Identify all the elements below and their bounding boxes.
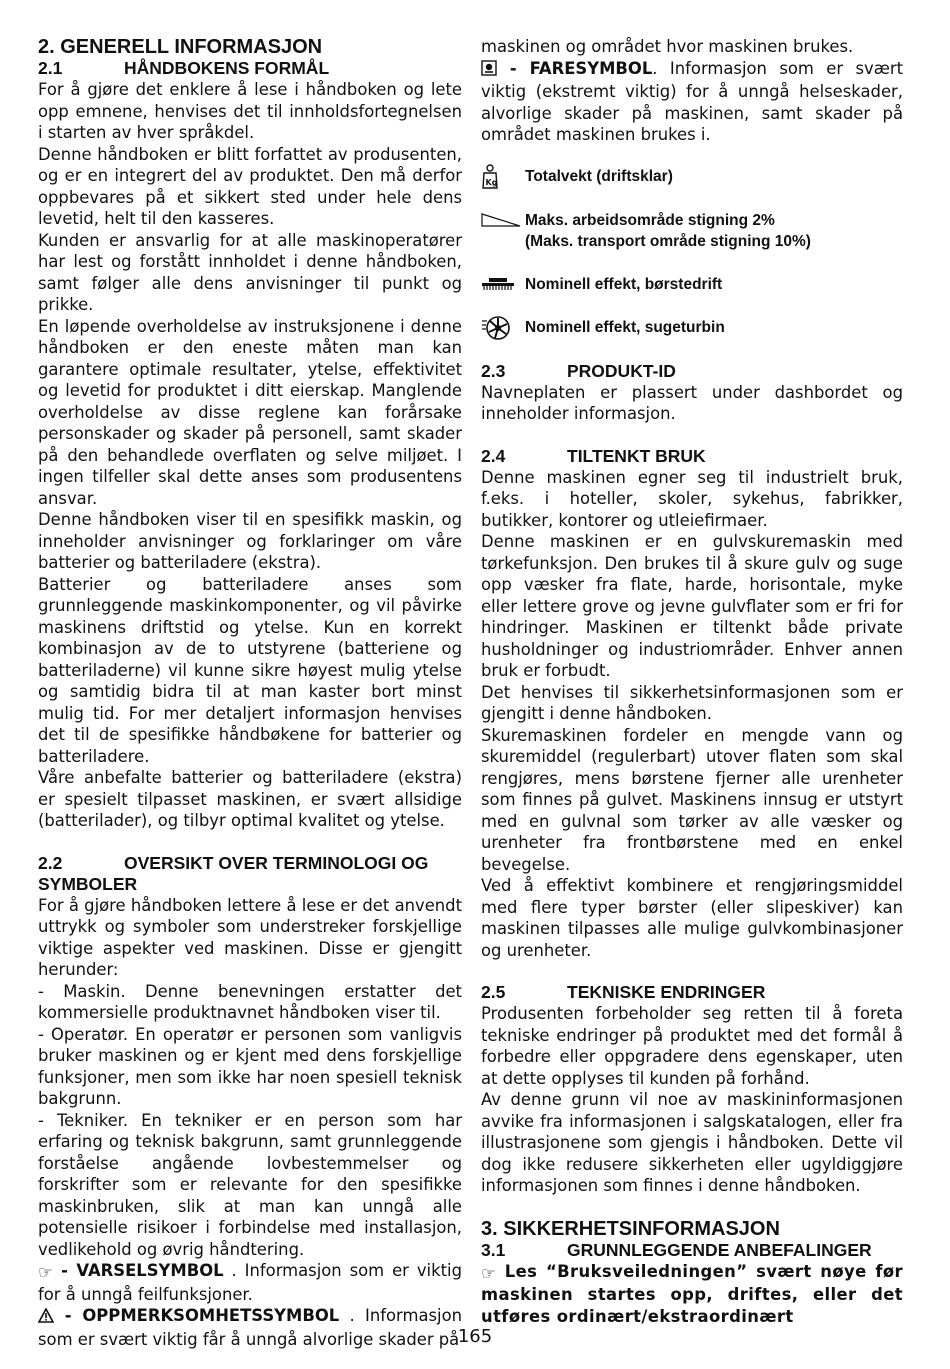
paragraph: Batterier og batteriladere anses som grunnleggende maskinkomponenter, og vil påvirke maskinens driftstid og ytelse. Kun en korrekt kombinasjon av de to utstyrene (batteriene og batteriladerne) vil kunne sikre høyest mulig ytelse og samtidig bidra til at man kaster bort minst mulig tid. For mer detaljert informasjon henvises det til de spesifikke håndbøkene for batterier og batteriladere. bbox=[38, 574, 462, 766]
attention-label: - OPPMERKSOMHETSSYMBOL bbox=[54, 1306, 340, 1325]
symbol-brush-label: Nominell effekt, børstedrift bbox=[525, 275, 723, 293]
danger-symbol-paragraph bbox=[481, 58, 903, 146]
section-title-3: 3. SIKKERHETSINFORMASJON bbox=[481, 1217, 780, 1240]
heading-text: PRODUKT-ID bbox=[567, 360, 676, 381]
paragraph: Av denne grunn vil noe av maskininformasjonen avvike fra informasjonen i salgskatalogen, eller fra illustrasjonene som gjengis i håndboken. Dette vil dog ikke redusere sikkerheten eller ugyldiggjøre informasjonen som finnes i denne håndboken. bbox=[481, 1090, 903, 1195]
heading-text: OVERSIKT OVER TERMINOLOGI OG SYMBOLER bbox=[38, 852, 429, 894]
symbol-brush bbox=[481, 274, 903, 295]
brush-icon bbox=[481, 277, 525, 291]
paragraph: For å gjøre det enklere å lese i håndboken og lete opp emnene, henvises det til innholdsfortegnelsen i starten av hver språkdel. bbox=[38, 80, 462, 142]
left-column bbox=[38, 36, 462, 1350]
heading-number: 2.2 bbox=[38, 852, 63, 873]
heading-text: TEKNISKE ENDRINGER bbox=[567, 982, 766, 1002]
symbol-fan-label: Nominell effekt, sugeturbin bbox=[525, 319, 725, 336]
symbol-weight-label: Totalvekt (driftsklar) bbox=[525, 168, 673, 185]
paragraph: Denne maskinen er en gulvskuremaskin med tørkefunksjon. Den brukes til å skure gulv og suge opp væsker fra flate, harde, horisontale, myke eller lettere grove og jevne gulvflater som er fri for hindringer. Maskinen er tiltenkt både private husholdninger og industriområder. Enhver annen bruk er forbudt. bbox=[481, 532, 903, 680]
right-column bbox=[481, 36, 903, 1327]
heading-2-2 bbox=[38, 853, 462, 895]
heading-2-3 bbox=[481, 361, 903, 382]
attention-text: . Informasjon som er svært viktig får å unngå alvorlige skader på bbox=[38, 1306, 463, 1349]
heading-number: 2.1 bbox=[38, 58, 63, 78]
heading-2-5 bbox=[481, 982, 903, 1003]
paragraph-continuation: maskinen og området hvor maskinen brukes. bbox=[481, 37, 854, 56]
pointing-hand-icon: ☞ bbox=[481, 1263, 497, 1283]
warning-label: - VARSELSYMBOL bbox=[52, 1261, 224, 1280]
heading-text: GRUNNLEGGENDE ANBEFALINGER bbox=[567, 1239, 872, 1260]
symbol-slope bbox=[481, 210, 903, 231]
instruction-text: Les “Bruksveiledningen” svært nøye før maskinen startes opp, driftes, eller det utføres ordinært/ekstraordinært bbox=[481, 1261, 903, 1326]
warning-symbol-paragraph bbox=[38, 1260, 462, 1305]
warning-text: . Informasjon som er viktig for å unngå feilfunksjoner. bbox=[38, 1261, 462, 1304]
heading-number: 3.1 bbox=[481, 1239, 506, 1260]
symbol-fan bbox=[481, 315, 903, 341]
symbol-slope-transport-label: (Maks. transport område stigning 10%) bbox=[525, 232, 811, 250]
fan-icon bbox=[481, 315, 525, 341]
page-number: 165 bbox=[457, 1326, 493, 1347]
heading-2-4 bbox=[481, 446, 903, 467]
danger-icon bbox=[481, 60, 497, 82]
pointing-hand-icon: ☞ bbox=[38, 1263, 53, 1282]
section-title: 2. GENERELL INFORMASJON bbox=[38, 36, 323, 58]
paragraph: - Tekniker. En tekniker er en person som har erfaring og teknisk bakgrunn, samt grunnleggende forståelse angående lovbestemmelser og forskrifter som er relevante for den spesifikke maskinbruken, slik at man kan unngå alle potensielle risikoer i forbindelse med installasjon, vedlikehold og øvrig håndtering. bbox=[38, 1110, 462, 1259]
paragraph: En løpende overholdelse av instruksjonene i denne håndboken er den eneste måten man kan garantere optimale resultater, ytelse, effektivitet og levetid for produktet i ditt eierskap. Manglende overholdelse av disse reglene kan forårsake personskader og skader på personell, samt skader på den behandlede overflaten og selve miljøet. I ingen tilfeller skal dette anses som produsentens ansvar. bbox=[38, 316, 462, 508]
slope-icon bbox=[481, 212, 525, 228]
symbol-slope-label: Maks. arbeidsområde stigning 2% bbox=[525, 211, 775, 229]
paragraph: Denne håndboken viser til en spesifikk maskin, og inneholder anvisninger og forklaringer om våre batterier og batteriladere (ekstra). bbox=[38, 510, 462, 572]
paragraph: Våre anbefalte batterier og batteriladere (ekstra) er spesielt tilpasset maskinen, er svært allsidige (batterilader), og tilbyr optimal kvalitet og ytelse. bbox=[38, 768, 462, 830]
weight-icon bbox=[481, 164, 525, 190]
paragraph: For å gjøre håndboken lettere å lese er det anvendt uttrykk og symboler som understreker forskjellige viktige aspekter ved maskinen. Disse er gjengitt herunder: bbox=[38, 895, 462, 979]
heading-text: TILTENKT BRUK bbox=[567, 445, 706, 466]
symbol-slope-transport bbox=[481, 231, 903, 252]
paragraph: Ved å effektivt kombinere et rengjøringsmiddel med flere typer børster (eller slipeskiver) kan maskinen tilpasses alle mulige gulvkombinasjoner og urenheter. bbox=[481, 876, 903, 960]
paragraph: - Operatør. En operatør er personen som vanligvis bruker maskinen og er kjent med dens forskjellige funksjoner, men som ikke har noen spesiell teknisk bakgrunn. bbox=[38, 1024, 462, 1108]
heading-2-1 bbox=[38, 58, 462, 79]
heading-3-1 bbox=[481, 1240, 903, 1261]
svg-text:Kg: Kg bbox=[485, 177, 498, 187]
heading-number: 2.5 bbox=[481, 982, 506, 1002]
paragraph: Kunden er ansvarlig for at alle maskinoperatører har lest og forstått innholdet i denne håndboken, samt følger alle dens anvisninger til punkt og prikke. bbox=[38, 230, 462, 314]
paragraph: Det henvises til sikkerhetsinformasjonen som er gjengitt i denne håndboken. bbox=[481, 682, 903, 723]
heading-number: 2.3 bbox=[481, 360, 506, 381]
paragraph: Denne håndboken er blitt forfattet av produsenten, og er en integrert del av produktet. Den må derfor oppbevares på et sikkert sted under hele dens levetid, helt til den kasseres. bbox=[38, 144, 462, 228]
paragraph: Navneplaten er plassert under dashbordet og inneholder informasjon. bbox=[481, 382, 903, 423]
heading-text: HÅNDBOKENS FORMÅL bbox=[124, 58, 330, 78]
danger-label: - FARESYMBOL bbox=[497, 58, 653, 78]
paragraph: Skuremaskinen fordeler en mengde vann og skuremiddel (regulerbart) utover flaten som skal rengjøres, mens børstene fjerner alle urenheter som finnes på gulvet. Maskinens innsug er utstyrt med en gulvnal som tørker av alle væsker og urenheter fra frontbørstene med en enkel bevegelse. bbox=[481, 725, 903, 874]
symbol-weight bbox=[481, 164, 903, 190]
paragraph: Denne maskinen egner seg til industrielt bruk, f.eks. i hoteller, skoler, sykehus, fabrikker, butikker, kontorer og utleiefirmaer. bbox=[481, 467, 903, 530]
danger-text: . Informasjon som er svært viktig (ekstremt viktig) for å unngå helseskader, alvorlige skader på maskinen, samt skader på området maskinen brukes i. bbox=[481, 58, 903, 144]
paragraph: - Maskin. Denne benevningen erstatter det kommersielle produktnavnet håndboken viser til. bbox=[38, 981, 462, 1022]
paragraph: Produsenten forbeholder seg retten til å foreta tekniske endringer på produktet med det formål å forbedre eller oppgradere dens egenskaper, uten at dette opplyses til kunden på forhånd. bbox=[481, 1004, 903, 1088]
instruction-paragraph bbox=[481, 1261, 903, 1328]
heading-number: 2.4 bbox=[481, 445, 506, 466]
